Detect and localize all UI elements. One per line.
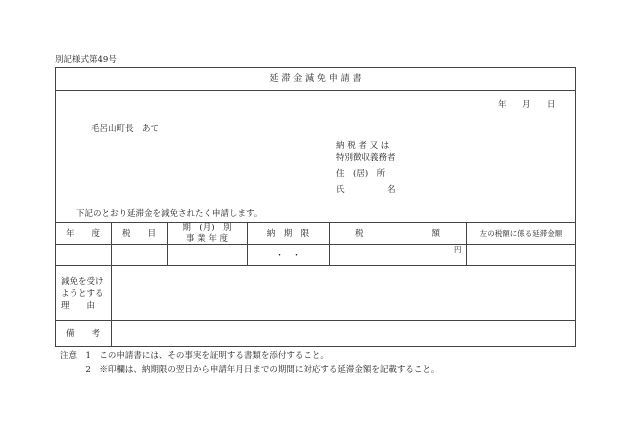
header-period-line2: 事 業 年 度 bbox=[185, 234, 229, 244]
applicant-label-line2: 特別徴収義務者 bbox=[336, 153, 396, 163]
name-label: 氏 名 bbox=[336, 185, 396, 195]
applicant-label-line1: 納 税 者 又 は bbox=[336, 141, 390, 151]
form-title: 延 滞 金 減 免 申 請 書 bbox=[269, 74, 362, 84]
header-tax-amount: 税 額 bbox=[354, 229, 440, 239]
note-2: 2 ※印欄は、納期限の翌日から申請年月日までの期間に対応する延滞金額を記載すること。 bbox=[60, 365, 440, 375]
note-1: 注意 1 この申請書には、その事実を証明する書類を添付すること。 bbox=[60, 351, 329, 361]
form-id: 別記様式第49号 bbox=[55, 55, 117, 65]
reason-label-line3: 理 由 bbox=[61, 301, 96, 311]
due-date-dots: ・ ・ bbox=[275, 251, 301, 261]
header-due-date: 納 期 限 bbox=[266, 229, 310, 239]
header-period-line1: 期 (月) 別 bbox=[182, 223, 232, 233]
reason-label-line2: ようとする bbox=[61, 289, 104, 299]
divider bbox=[55, 320, 576, 321]
date-day-label: 日 bbox=[547, 100, 556, 110]
request-text: 下記のとおり延滞金を減免されたく申請します。 bbox=[76, 209, 263, 219]
remarks-label: 備 考 bbox=[65, 329, 100, 339]
yen-unit: 円 bbox=[454, 245, 462, 254]
header-tax-item: 税 目 bbox=[121, 229, 156, 239]
divider bbox=[55, 90, 576, 91]
reason-label-line1: 減免を受け bbox=[61, 277, 104, 287]
header-late-fee: 左の税額に係る延滞金額 bbox=[479, 229, 563, 238]
date-year-label: 年 bbox=[498, 100, 507, 110]
date-month-label: 月 bbox=[522, 100, 531, 110]
divider bbox=[329, 222, 330, 265]
divider bbox=[55, 265, 576, 266]
address-label: 住 (居) 所 bbox=[336, 169, 386, 179]
divider bbox=[466, 222, 467, 265]
addressee: 毛呂山町長 あて bbox=[91, 124, 160, 134]
header-year: 年 度 bbox=[65, 229, 100, 239]
divider bbox=[55, 244, 576, 245]
divider bbox=[55, 222, 576, 223]
divider bbox=[111, 222, 112, 347]
